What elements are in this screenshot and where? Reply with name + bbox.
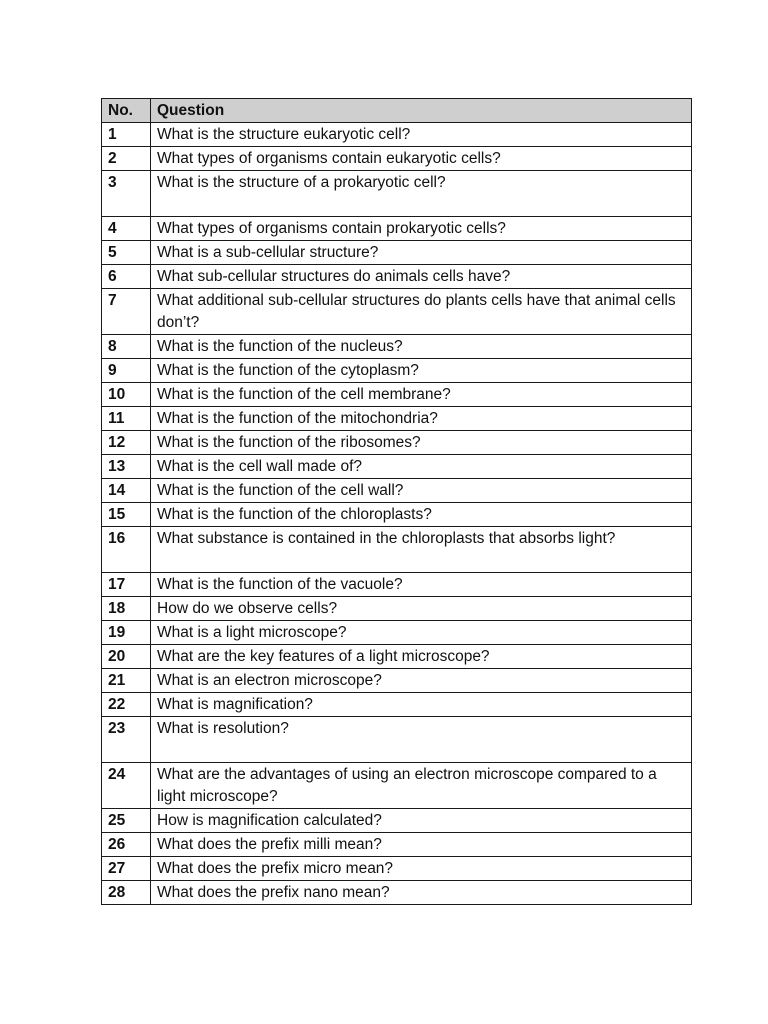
question-text: What is the function of the chloroplasts? bbox=[151, 503, 692, 527]
question-text: What is an electron microscope? bbox=[151, 669, 692, 693]
questions-table-body bbox=[102, 123, 692, 905]
question-text: What is the function of the nucleus? bbox=[151, 335, 692, 359]
question-text: What are the key features of a light microscope? bbox=[151, 645, 692, 669]
table-row bbox=[102, 763, 692, 809]
question-number: 1 bbox=[102, 123, 151, 147]
question-number: 24 bbox=[102, 763, 151, 809]
question-number: 13 bbox=[102, 455, 151, 479]
table-row bbox=[102, 597, 692, 621]
question-number: 3 bbox=[102, 171, 151, 217]
table-row bbox=[102, 573, 692, 597]
table-row bbox=[102, 147, 692, 171]
question-text: What is the structure eukaryotic cell? bbox=[151, 123, 692, 147]
question-number: 23 bbox=[102, 717, 151, 763]
question-number: 6 bbox=[102, 265, 151, 289]
question-text: What is the function of the cell wall? bbox=[151, 479, 692, 503]
question-text: What substance is contained in the chloroplasts that absorbs light? bbox=[151, 527, 692, 573]
table-row bbox=[102, 621, 692, 645]
table-row bbox=[102, 407, 692, 431]
table-header-row bbox=[102, 99, 692, 123]
question-text: How do we observe cells? bbox=[151, 597, 692, 621]
question-number: 11 bbox=[102, 407, 151, 431]
table-row bbox=[102, 289, 692, 335]
question-text: What sub-cellular structures do animals cells have? bbox=[151, 265, 692, 289]
question-number: 2 bbox=[102, 147, 151, 171]
question-number: 5 bbox=[102, 241, 151, 265]
questions-table bbox=[101, 98, 692, 905]
question-text: What is the function of the cell membrane? bbox=[151, 383, 692, 407]
table-row bbox=[102, 335, 692, 359]
table-row bbox=[102, 479, 692, 503]
table-row bbox=[102, 359, 692, 383]
table-row bbox=[102, 431, 692, 455]
question-text: What is magnification? bbox=[151, 693, 692, 717]
column-header-no: No. bbox=[102, 99, 151, 123]
question-number: 27 bbox=[102, 857, 151, 881]
question-number: 10 bbox=[102, 383, 151, 407]
question-text: What is the function of the cytoplasm? bbox=[151, 359, 692, 383]
question-number: 26 bbox=[102, 833, 151, 857]
question-text: What is the cell wall made of? bbox=[151, 455, 692, 479]
question-number: 19 bbox=[102, 621, 151, 645]
table-row bbox=[102, 717, 692, 763]
table-row bbox=[102, 383, 692, 407]
question-number: 9 bbox=[102, 359, 151, 383]
question-text: What is the function of the mitochondria? bbox=[151, 407, 692, 431]
table-row bbox=[102, 241, 692, 265]
column-header-question: Question bbox=[151, 99, 692, 123]
question-text: How is magnification calculated? bbox=[151, 809, 692, 833]
question-text: What additional sub-cellular structures do plants cells have that animal cells don’t? bbox=[151, 289, 692, 335]
question-number: 4 bbox=[102, 217, 151, 241]
question-number: 8 bbox=[102, 335, 151, 359]
question-number: 22 bbox=[102, 693, 151, 717]
question-text: What does the prefix micro mean? bbox=[151, 857, 692, 881]
question-text: What is the structure of a prokaryotic cell? bbox=[151, 171, 692, 217]
table-row bbox=[102, 669, 692, 693]
question-number: 15 bbox=[102, 503, 151, 527]
question-text: What is a light microscope? bbox=[151, 621, 692, 645]
question-text: What does the prefix milli mean? bbox=[151, 833, 692, 857]
question-number: 18 bbox=[102, 597, 151, 621]
question-number: 7 bbox=[102, 289, 151, 335]
table-row bbox=[102, 857, 692, 881]
question-text: What is a sub-cellular structure? bbox=[151, 241, 692, 265]
table-row bbox=[102, 809, 692, 833]
table-row bbox=[102, 455, 692, 479]
table-row bbox=[102, 171, 692, 217]
question-text: What is the function of the vacuole? bbox=[151, 573, 692, 597]
question-number: 16 bbox=[102, 527, 151, 573]
table-row bbox=[102, 693, 692, 717]
table-row bbox=[102, 527, 692, 573]
question-number: 28 bbox=[102, 881, 151, 905]
table-row bbox=[102, 881, 692, 905]
table-row bbox=[102, 123, 692, 147]
question-number: 12 bbox=[102, 431, 151, 455]
question-text: What types of organisms contain eukaryotic cells? bbox=[151, 147, 692, 171]
question-text: What is resolution? bbox=[151, 717, 692, 763]
question-text: What does the prefix nano mean? bbox=[151, 881, 692, 905]
question-number: 25 bbox=[102, 809, 151, 833]
table-row bbox=[102, 265, 692, 289]
question-number: 14 bbox=[102, 479, 151, 503]
question-text: What is the function of the ribosomes? bbox=[151, 431, 692, 455]
question-text: What are the advantages of using an electron microscope compared to a light microscope? bbox=[151, 763, 692, 809]
table-row bbox=[102, 503, 692, 527]
question-number: 17 bbox=[102, 573, 151, 597]
table-row bbox=[102, 645, 692, 669]
table-row bbox=[102, 833, 692, 857]
question-number: 20 bbox=[102, 645, 151, 669]
question-number: 21 bbox=[102, 669, 151, 693]
question-text: What types of organisms contain prokaryotic cells? bbox=[151, 217, 692, 241]
table-row bbox=[102, 217, 692, 241]
